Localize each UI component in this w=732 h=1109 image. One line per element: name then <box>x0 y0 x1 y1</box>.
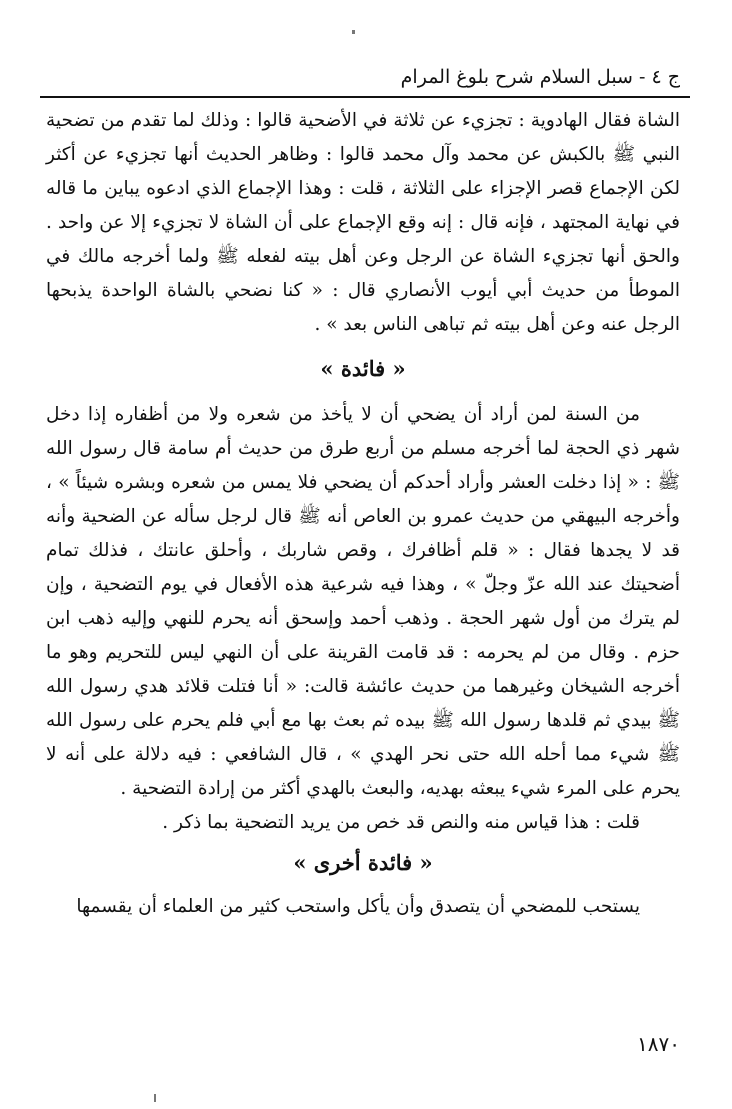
paragraph-4: يستحب للمضحي أن يتصدق وأن يأكل واستحب كثير من العلماء أن يقسمها <box>76 896 640 917</box>
paragraph-2: من السنة لمن أراد أن يضحي أن لا يأخذ من شعره ولا من أظفاره إذا دخل شهر ذي الحجة لما أخرجه مسلم من أربع طرق من حديث أم سامة قال رسول الله ﷺ : « إذا دخلت العشر وأراد أحدكم أن يضحي فلا يمس من شعره وبشره شيئاً » ، وأخرجه البيهقي من حديث عمرو بن العاص أنه ﷺ قال لرجل سأله عن الضحية وأنه قد لا يجدها فقال : « قلم أظافرك ، وقص شاربك ، وأحلق عانتك ، فذلك تمام أضحيتك عند الله عزّ وجلّ » ، وهذا فيه شرعية هذه الأفعال في يوم التضحية ، وإن لم يترك من أول شهر الحجة . وذهب أحمد وإسحق أنه يحرم للنهي وإليه ذهب ابن حزم . وقال من لم يحرمه : قد قامت القرينة على أن النهي ليس للتحريم وهو ما أخرجه الشيخان وغيرهما من حديث عائشة قالت: « أنا فتلت قلائد هدي رسول الله ﷺ بيدي ثم قلدها رسول الله ﷺ بيده ثم بعث بها مع أبي فلم يحرم على رسول الله ﷺ شيء مما أحله الله حتى نحر الهدي » ، قال الشافعي : فيه دلالة على أنه لا يحرم على المرء شيء يبعثه بهديه، والبعث بالهدي أكثر من إرادة التضحية . <box>46 404 680 799</box>
section-heading-faida-ukhra: « فائدة أخرى » <box>293 850 433 875</box>
section-heading-faida: « فائدة » <box>320 356 406 381</box>
running-title: ج ٤ - سبل السلام شرح بلوغ المرام <box>400 66 680 88</box>
scan-speck-top <box>352 30 355 34</box>
paragraph-3: قلت : هذا قياس منه والنص قد خص من يريد التضحية بما ذكر . <box>162 812 640 833</box>
paragraph-1: الشاة فقال الهادوية : تجزيء عن ثلاثة في الأضحية قالوا : وذلك لما تقدم من تضحية النبي ﷺ بالكبش عن محمد وآل محمد قالوا : وظاهر الحديث أنها تجزيء عن أكثر لكن الإجماع قصر الإجزاء على الثلاثة ، قلت : وهذا الإجماع الذي ادعوه يباين ما قاله في نهاية المجتهد ، فإنه قال : إنه وقع الإجماع على أن الشاة لا تجزيء إلا عن واحد . والحق أنها تجزيء الشاة عن الرجل وعن أهل بيته لفعله ﷺ ولما أخرجه مالك في الموطأ من حديث أبي أيوب الأنصاري قال : « كنا نضحي بالشاة الواحدة يذبحها الرجل عنه وعن أهل بيته ثم تباهى الناس بعد » . <box>46 110 680 335</box>
main-text <box>46 104 680 924</box>
page-number: ١٨٧٠ <box>637 1032 680 1056</box>
scan-speck-bottom <box>154 1094 156 1102</box>
header-rule <box>40 96 690 98</box>
